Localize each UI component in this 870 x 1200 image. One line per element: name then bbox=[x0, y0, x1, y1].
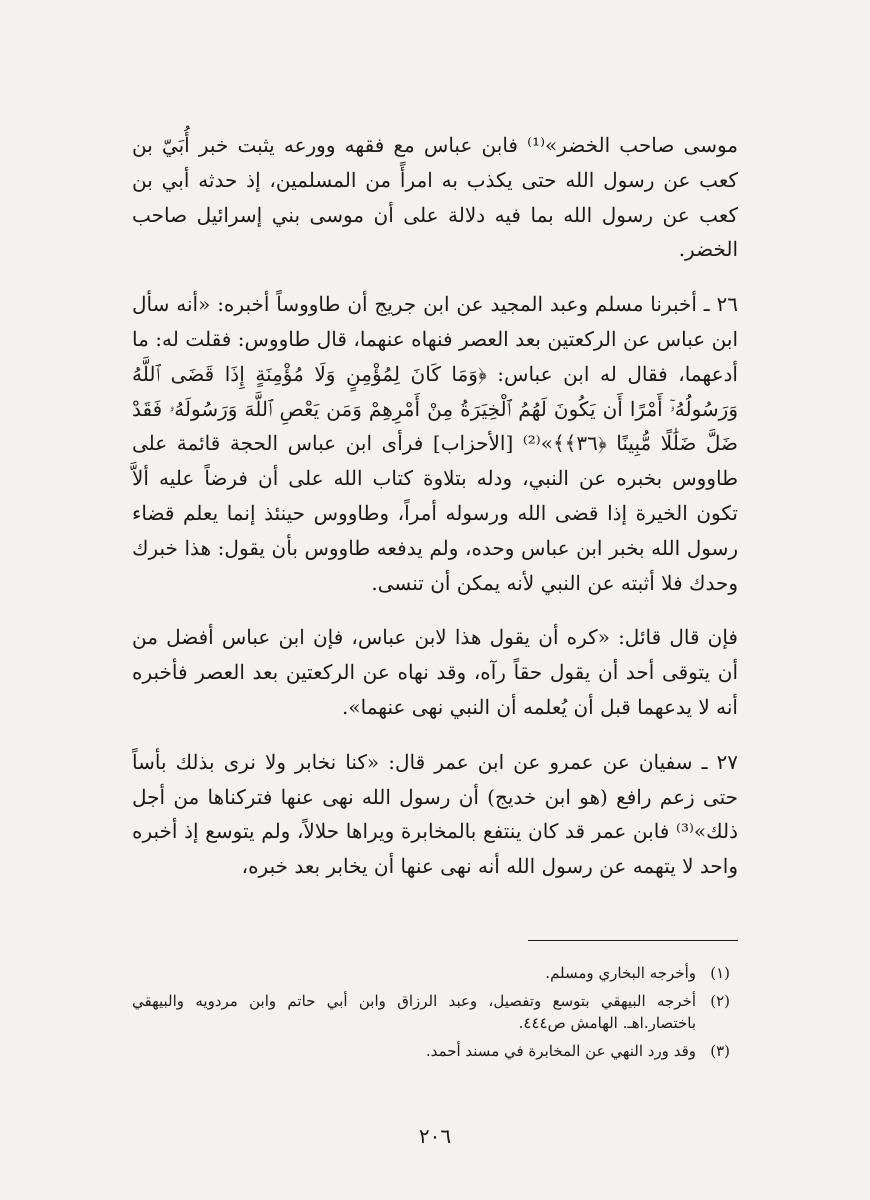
paragraph-4: ٢٧ ـ سفيان عن عمرو عن ابن عمر قال: «كنا نخابر ولا نرى بذلك بأساً حتى زعم رافع (هو ابن خديج) أن رسول الله نهى عنها فتركناها من أجل ذلك»⁽³⁾ فابن عمر قد كان ينتفع بالمخابرة ويراها حلالاً، ولم يتوسع إذ أخبره واحد لا يتهمه عن رسول الله أنه نهى عنها أن يخابر بعد خبره، bbox=[132, 749, 738, 879]
footnote-3 bbox=[132, 1040, 730, 1062]
footnote-number: (٢) bbox=[710, 992, 730, 1010]
footnote-text: وأخرجه البخاري ومسلم. bbox=[545, 964, 696, 982]
page-number: ٢٠٦ bbox=[418, 1124, 452, 1148]
footnote-2 bbox=[132, 990, 730, 1034]
footnote-text: أخرجه البيهقي بتوسع وتفصيل، وعبد الرزاق وابن أبي حاتم وابن مردويه والبيهقي باختصار.اهـ. الهامش ص٤٤٤. bbox=[132, 992, 696, 1032]
footnote-divider bbox=[528, 940, 738, 941]
footnote-number: (١) bbox=[710, 964, 730, 982]
paragraph-2: ٢٦ ـ أخبرنا مسلم وعبد المجيد عن ابن جريج أن طاووساً أخبره: «أنه سأل ابن عباس عن الركعتين بعد العصر فنهاه عنهما، قال طاووس: فقلت له: ما أدعهما، فقال له ابن عباس: ﴿وَمَا كَانَ لِمُؤْمِنٍ وَلَا مُؤْمِنَةٍ إِذَا قَضَى ٱللَّهُ وَرَسُولُهُۥٓ أَمْرًا أَن يَكُونَ لَهُمُ ٱلْخِيَرَةُ مِنْ أَمْرِهِمْ وَمَن يَعْصِ ٱللَّهَ وَرَسُولَهُۥ فَقَدْ ضَلَّ ضَلَٰلًا مُّبِينًا ﴿٣٦﴾﴾»⁽²⁾ [الأحزاب] فرأى ابن عباس الحجة قائمة على طاووس بخبره عن النبي، ودله بتلاوة كتاب الله على أن فرضاً عليه ألاَّ تكون الخيرة إذا قضى الله ورسوله أمراً، وطاووس حينئذ إنما يعلم قضاء رسول الله بخبر ابن عباس وحده، ولم يدفعه طاووس بأن يقول: هذا خبرك وحدك فلا أثبته عن النبي لأنه يمكن أن تنسى. bbox=[132, 292, 738, 595]
footnote-text: وقد ورد النهي عن المخابرة في مسند أحمد. bbox=[425, 1042, 696, 1060]
paragraph-1: موسى صاحب الخضر»⁽¹⁾ فابن عباس مع فقهه وورعه يثبت خبر أُبَيّ بن كعب عن رسول الله حتى يكذب به امرأً من المسلمين، إذ حدثه أبي بن كعب عن رسول الله بما فيه دلالة على أن موسى بني إسرائيل صاحب الخضر. bbox=[132, 133, 739, 262]
paragraph-3: فإن قال قائل: «كره أن يقول هذا لابن عباس، فإن ابن عباس أفضل من أن يتوقى أحد أن يقول حقاً رآه، وقد نهاه عن الركعتين بعد العصر فأخبره أنه لا يدعهما قبل أن يُعلمه أن النبي نهى عنهما». bbox=[132, 625, 738, 719]
footnote-number: (٣) bbox=[710, 1042, 730, 1060]
main-text bbox=[132, 128, 738, 904]
footnote-list bbox=[132, 962, 730, 1068]
footnote-1 bbox=[132, 962, 730, 984]
